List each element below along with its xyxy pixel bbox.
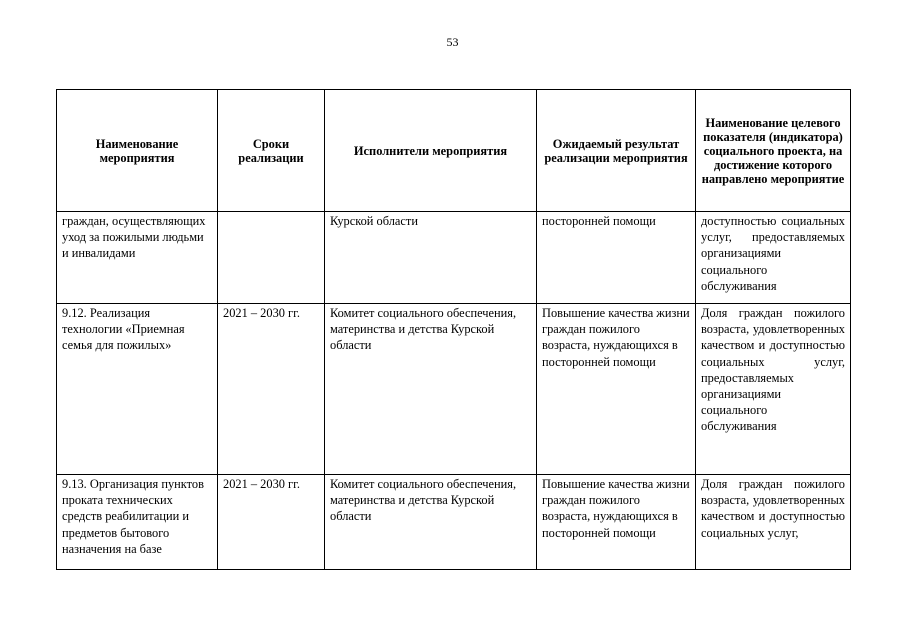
indicator-cell: Доля граждан пожилого возраста, удовлетворенных качеством и доступностью социальных услуг, предоставляемых организациями социального обслуживания [696, 304, 851, 475]
table-header-row [57, 90, 851, 212]
result-cell: Повышение качества жизни граждан пожилого возраста, нуждающихся в посторонней помощи [537, 304, 696, 475]
header-activity-name: Наименование мероприятия [57, 90, 218, 212]
period-cell: 2021 – 2030 гг. [218, 475, 325, 570]
header-expected-result: Ожидаемый результат реализации мероприятия [537, 90, 696, 212]
header-implementation-period: Сроки реализации [218, 90, 325, 212]
period-cell [218, 212, 325, 304]
page-number: 53 [446, 35, 459, 49]
table-row [57, 304, 851, 475]
executors-cell: Комитет социального обеспечения, материнства и детства Курской области [325, 304, 537, 475]
indicator-cell: Доля граждан пожилого возраста, удовлетворенных качеством и доступностью социальных услуг, [696, 475, 851, 570]
table-row [57, 212, 851, 304]
result-cell: посторонней помощи [537, 212, 696, 304]
activity-name-cell: 9.13. Организация пунктов проката технических средств реабилитации и предметов бытового назначения на базе [57, 475, 218, 570]
result-cell: Повышение качества жизни граждан пожилого возраста, нуждающихся в посторонней помощи [537, 475, 696, 570]
indicator-cell: доступностью социальных услуг, предоставляемых организациями социального обслуживания [696, 212, 851, 304]
activity-name-cell: граждан, осуществляющих уход за пожилыми людьми и инвалидами [57, 212, 218, 304]
executors-cell: Комитет социального обеспечения, материнства и детства Курской области [325, 475, 537, 570]
activity-name-cell: 9.12. Реализация технологии «Приемная семья для пожилых» [57, 304, 218, 475]
executors-cell: Курской области [325, 212, 537, 304]
period-cell: 2021 – 2030 гг. [218, 304, 325, 475]
header-executors: Исполнители мероприятия [325, 90, 537, 212]
table-row [57, 475, 851, 570]
header-target-indicator: Наименование целевого показателя (индикатора) социального проекта, на достижение которого направлено мероприятие [696, 90, 851, 212]
activities-table [56, 89, 851, 570]
